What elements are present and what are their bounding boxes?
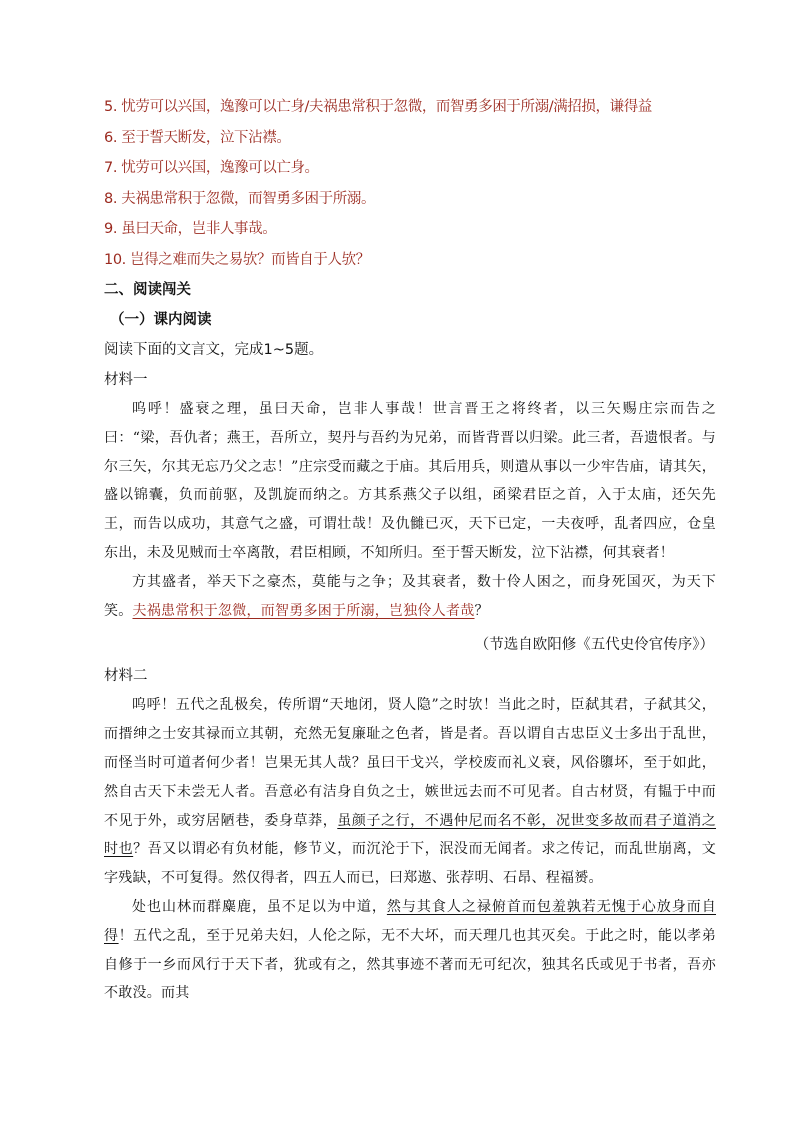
material-2-label: 材料二 — [104, 668, 148, 685]
material-1-paragraph-1: 呜呼！盛衰之理，虽曰天命，岂非人事哉！世言晋王之将终者，以三矢赐庄宗而告之曰：“梁，吾仇者；燕王，吾所立，契丹与吾约为兄弟，而皆背晋以归梁。此三者，吾遗恨者。与尔三矢，尔其无忘乃父之志！”庄宗受而藏之于庙。其后用兵，则遣从事以一少牢告庙，请其矢，盛以锦囊，负而前驱，及凯旋而纳之。方其系燕父子以组，函梁君臣之首，入于太庙，还矢先王，而告以成功，其意气之盛，可谓壮哉！及仇雠已灭，天下已定，一夫夜呼，乱者四应，仓皇东出，未及见贼而士卒离散，君臣相顾，不知所归。至于誓天断发，泣下沾襟，何其衰者！ — [104, 401, 716, 561]
text-span: ？ — [474, 602, 489, 619]
text-span: 呜呼！五代之乱极矣，传所谓“天地闭，贤人隐”之时欤！当此之时，臣弑其君，子弑其父，而搢绅之士安其禄而立其朝，充然无复廉耻之色者，皆是者。吾以谓自古忠臣义士多出于乱世，而怪当时可道者何少者！岂果无其人哉？虽曰干戈兴，学校废而礼义衰，风俗隳坏，至于如此，然自古天下未尝无人者。吾意必有洁身自负之士，嫉世远去而不可见者。自古材贤，有韫于中而不见于外，或穷居陋巷，委身草莽， — [104, 697, 716, 829]
answer-line: 5. 忧劳可以兴国，逸豫可以亡身/夫祸患常积于忽微，而智勇多困于所溺/满招损，谦得益 — [104, 99, 652, 115]
answer-line: 8. 夫祸患常积于忽微，而智勇多困于所溺。 — [104, 190, 376, 207]
document-page — [104, 92, 716, 1008]
subsection-title: （一）课内阅读 — [110, 312, 212, 328]
text-span: 方其盛者，举天下之豪杰，莫能与之争；及其衰者，数十伶人困之，而身死国灭，为天下笑。 — [104, 573, 716, 619]
underlined-sentence: 然与其食人之禄俯首而包羞孰若无愧于心放身而自得 — [104, 898, 717, 944]
answer-line: 7. 忧劳可以兴国，逸豫可以亡身。 — [104, 160, 319, 176]
material-1-label: 材料一 — [104, 372, 148, 388]
material-2-paragraph-2 — [104, 893, 716, 1008]
answer-line: 9. 虽曰天命，岂非人事哉。 — [104, 221, 277, 237]
underlined-sentence: 虽颜子之行，不遇仲尼而名不彰，况世变多故而君子道消之时也 — [104, 812, 717, 858]
material-2-paragraph-1 — [104, 691, 716, 893]
text-span: 处也山林而群麋鹿，虽不足以为中道， — [132, 898, 387, 915]
section-title: 二、阅读闯关 — [104, 282, 191, 298]
text-span: ！五代之乱，至于兄弟夫妇，人伦之际，无不大坏，而天理几也其灭矣。于此之时，能以孝弟自修于一乡而风行于天下者，犹或有之，然其事迹不著而无可纪次，独其名氏或见于书者，吾亦不敢没。而其 — [104, 927, 717, 1002]
answer-line: 6. 至于誓天断发，泣下沾襟。 — [104, 129, 291, 146]
material-1-paragraph-2 — [104, 568, 716, 626]
material-1-source: （节选自欧阳修《五代史伶官传序》） — [474, 637, 714, 654]
answer-line: 10. 岂得之难而失之易欤？而皆自于人欤？ — [104, 251, 370, 268]
text-span: ？吾又以谓必有负材能，修节义，而沉沦于下，泯没而无闻者。求之传记，而乱世崩离，文字残缺，不可复得。然仅得者，四五人而已，曰郑遨、张荐明、石昂、程福赟。 — [104, 841, 717, 887]
instruction-text: 阅读下面的文言文，完成1~5题。 — [104, 342, 324, 358]
underlined-sentence: 夫祸患常积于忽微，而智勇多困于所溺，岂独伶人者哉 — [132, 602, 475, 619]
